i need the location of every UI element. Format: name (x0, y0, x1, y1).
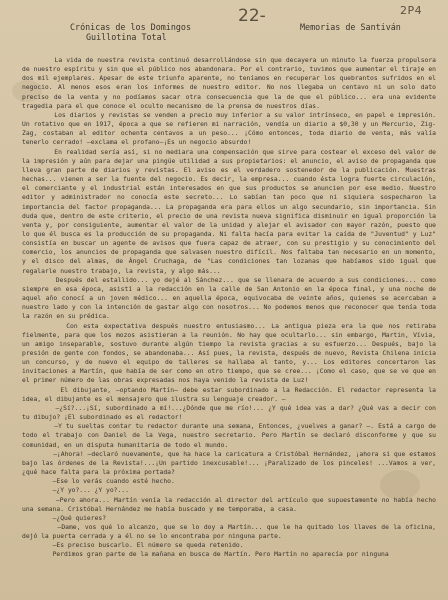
header-right-line1: Memorias de Santiván (300, 22, 401, 32)
header-left-line2: Guillotina Total (86, 32, 167, 42)
header-left (70, 22, 191, 42)
header-left-line1: Crónicas de los Domingos (70, 22, 192, 32)
handwritten-page-number: 22- (238, 6, 266, 26)
header-right (300, 22, 401, 32)
body-text: La vida de nuestra revista continuó desarrollándose sin que decayera un minuto la fuerza propulsora de nuestro espíritu y sin que el público nos abandonara. Por el contrario, tuvimos que aumentar el tiraje en dos mil ejemplares. Apesar de este triunfo aparente, no teníamos en recuperar los quebrantos sufridos en el negocio. Al menos esos eran los informes de nuestro editor. No nos llegaba un centavo ni un solo dato preciso de la venta y no podíamos sacar otra consecuencia que la de que el público... era una evidente tragedia para el que conoce el oculto mecanismo de la prensa de nuestros días. Los diarios y revistas se venden a precio muy inferior a su valor intrínseco, en papel e impresión. Un rotativo que en 1917, época a que se refieren mi narración, vendía un diario a $0,30 y un Mercurio, Zig-Zag, costaban al editor ochenta centavos a un peso... ¡Cómo entonces, toda diario de venta, más valía tenerlo cerrado! —exclama el profano—¡Es un negocio absurdo! En realidad sería así, si no mediara una compensación que sirve para costear el exceso del valor de la impresión y aún para dejar una pingüe utilidad a sus propietarios: el anuncio, el aviso de propaganda que lleva gran parte de diarios y revistas. El aviso es el verdadero sostenedor de la publicación. Muestras hechas... vienen a ser la fuente del negocio. Es decir, la empresa... cuando ésta logra fuerte circulación, el comerciante y el industrial están interesados en que sus productos se anuncien por ese medio. Nuestro editor y administrador no conocía este secreto... Lo sabían tan poco que ni siquiera sospecharon la importancia del factor propaganda... La propaganda era para ellos un algo secundario, sin importancia. Sin duda que, dentro de este criterio, el precio de una revista nueva significa disminuir en igual proporción la venta y, por consiguiente, aumentar el valor de la unidad y alejar el avisador con mayor razón, puesto que lo que él busca es la producción de su propaganda. Ni falta hacía para evitar la caída de "Juventud" y Luz" consistía en buscar un agente de avisos que fuera capaz de atraer, con su prestigio y su conocimiento del comercio, los anuncios de propaganda que salvasen nuestro difícil. Nos faltaba tan necesario en un momento, y el disco del almas, de Ángel Cruchaga, de "Las condiciones tan lozanas que habíamos sido igual que regalarle nuestro trabajo, la revista, y algo más... Después del estallido... yo dejé al Sánchez... que se llenara de acuerdo a sus condiciones... como siempre en esa época, asistí a la redacción en la calle de San Antonio en la época final, y una noche de aquel año conocí a un joven médico... en aquella época, equivocaba de veinte años, quienes se acercaban a nuestro lado y con la intención de gastar algo con nosotros... No podemos menos que reconocer que tenía toda la razón en su prédica. Con esta expectativa después nuestro entusiasmo... La antigua pieza era la que nos retiraba fielmente, para que los mozos asistieran a la reunión. No hay que ocultarlo... sin embargo, Martin, Vívia, un amigo inseparable, sostuvo durante algún tiempo la revista gracias a su esfuerzo... Después, bajo la presión de gente con fondos, se abandonaba... Así pues, la revista, después de nuevo, Revista Chilena inicia un concurso, y de nuevo el equipo de talleres se hallaba al tanto, y... Los editores concertaron las invitaciones a Martín, que había de ser como en otro tiempo, que se cree... ¡Como el caso, que se ve que en el primer número de las obras expresadas nos haya venido la revista de Luz! El dibujante, —optando Martín— debe estar subordinado a la Redacción. El redactor representa la idea, el dibujante es el mensajero que ilustra su lenguaje creador. — —¿Sí?...¡Sí, subordinado a mí!...¿Dónde que me río!... ¿Y qué idea vas a dar? ¿Qué vas a decir con tu dibujo? ¡El subordinado es el redactor! —Y tu sueltas contar tu redactor durante una semana, Entonces, ¿vuelves a ganar? —. Está a cargo de todo el trabajo con Daniel de la Vega, nuestro secretario. Pero Martín se declaró disconforme y que su comunidad, en un disputa humanitaria de todo el mundo. —¡Ahora! —declaró nuevamente, que ha hace la caricatura a Cristóbal Hernández, ¡ahora si que estamos bajo las órdenes de la Revista!...¡Un partido inexcusable!... ¡Paralizado de los pinceles! ...Vamos a ver, ¿qué hace falta para la próxima portada? —Ese lo verás cuando esté hecho. —¿Y yo?... ¿Y yo?... —Pero ahora... Martín venía la redacción al director del artículo que supuestamente no había hecho una semana. Cristóbal Hernández me había buscado y me temporaba, a casa. —¿Qué quieres? —Dame, vos qué lo alcanzo, que se lo doy a Martín... que le ha quitado los llaves de la oficina, dejó la puerta cerrada y a él no se lo encontraba por ninguna parte. —Es preciso buscarlo. El número se queda retenido. Perdimos gran parte de la mañana en busca de Martín. Pero Martín no aparecía por ninguna (22, 57, 436, 559)
corner-mark: 2P4 (400, 4, 423, 17)
